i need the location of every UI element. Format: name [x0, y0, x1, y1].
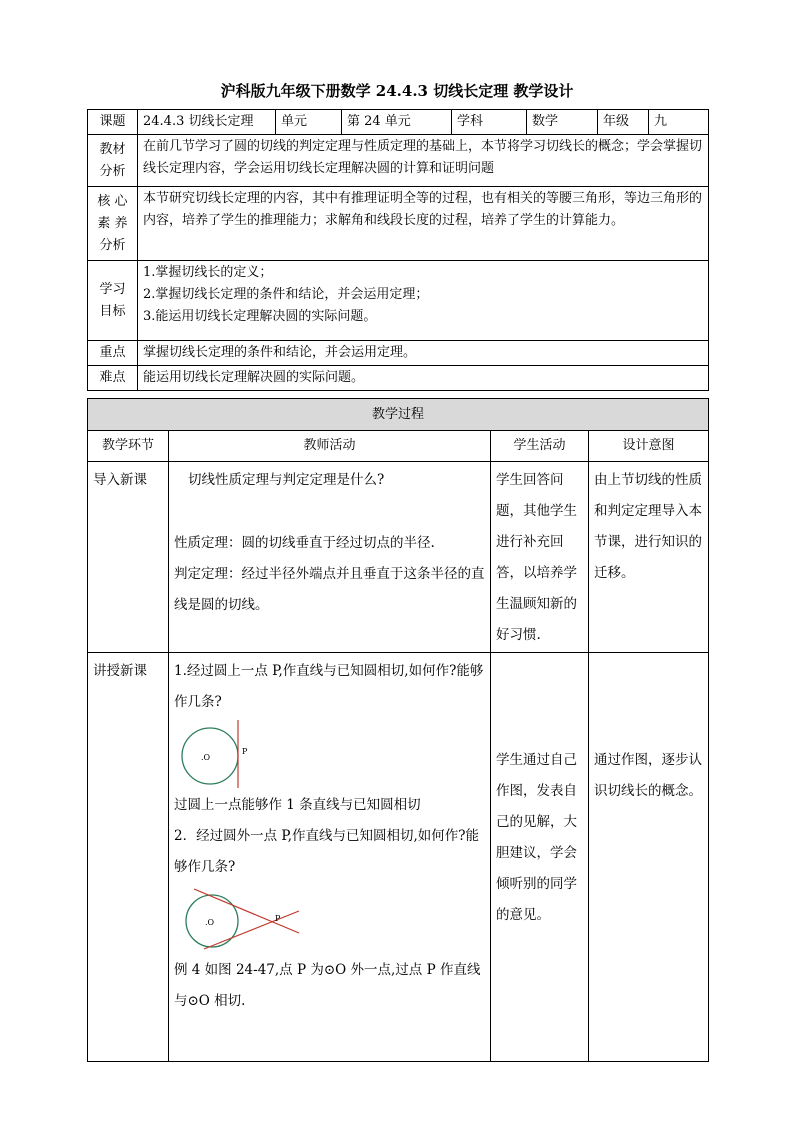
mubiao-label: 学习 目标 [88, 261, 138, 341]
col-header-student: 学生活动 [491, 431, 589, 462]
topic-label: 课题 [88, 110, 138, 135]
info-row-zhongdian [88, 341, 709, 366]
process-header-row [88, 399, 709, 431]
info-row-nandian [88, 366, 709, 391]
grade-value: 九 [649, 110, 709, 135]
col-header-stage: 教学环节 [88, 431, 169, 462]
process-col-header-row [88, 431, 709, 462]
question-1: 1.经过圆上一点 P,作直线与已知圆相切,如何作?能够作几条? [174, 663, 484, 710]
process-row-intro [88, 462, 709, 653]
grade-label: 年级 [598, 110, 649, 135]
point-label: P [242, 747, 248, 756]
info-row-mubiao [88, 261, 709, 341]
figure-tangent-at-point [174, 718, 264, 790]
intent-new: 通过作图，逐步认识切线长的概念。 [589, 653, 709, 1062]
hexin-text: 本节研究切线长定理的内容，其中有推理证明全等的过程，也有相关的等腰三角形，等边三角形的内容，培养了学生的推理能力；求解角和线段长度的过程，培养了学生的计算能力。 [138, 187, 709, 261]
nandian-text: 能运用切线长定理解决圆的实际问题。 [138, 366, 709, 391]
document-title: 沪科版九年级下册数学 24.4.3 切线长定理 教学设计 [220, 82, 574, 100]
info-row-hexin [88, 187, 709, 261]
subject-value: 数学 [527, 110, 598, 135]
mubiao-list [138, 261, 709, 341]
process-table [87, 398, 709, 1062]
jiaocai-text: 在前几节学习了圆的切线的判定定理与性质定理的基础上，本节将学习切线长的概念；学会掌握切线长定理内容，学会运用切线长定理解决圆的计算和证明问题 [138, 135, 709, 187]
center-label: .O [205, 918, 215, 927]
figure-tangents-from-external-point [174, 883, 314, 955]
student-new: 学生通过自己作图，发表自己的见解，大胆建议，学会倾听别的同学的意见。 [491, 653, 589, 1062]
tangent-line-lower [204, 911, 299, 949]
intent-intro: 由上节切线的性质和判定定理导入本节课，进行知识的迁移。 [589, 462, 709, 653]
col-header-intent: 设计意图 [589, 431, 709, 462]
info-row-jiaocai [88, 135, 709, 187]
example-4: 例 4 如图 24-47,点 P 为⊙O 外一点,过点 P 作直线与⊙O 相切. [174, 962, 481, 1009]
mubiao-item: 2.掌握切线长定理的条件和结论，并会运用定理； [143, 287, 429, 302]
zhongdian-label: 重点 [88, 341, 138, 366]
teacher-intro [169, 462, 491, 653]
stage-new: 讲授新课 [88, 653, 169, 1062]
center-label: .O [201, 753, 211, 762]
col-header-teacher: 教师活动 [169, 431, 491, 462]
nandian-label: 难点 [88, 366, 138, 391]
answer-1: 过圆上一点能够作 1 条直线与已知圆相切 [174, 797, 421, 813]
process-row-new [88, 653, 709, 1062]
mubiao-item: 1.掌握切线长的定义； [143, 265, 273, 280]
intro-criterion-theorem: 判定定理：经过半径外端点并且垂直于这条半径的直线是圆的切线。 [174, 566, 485, 613]
topic-value: 24.4.3 切线长定理 [138, 110, 276, 135]
stage-intro: 导入新课 [88, 462, 169, 653]
hexin-label: 核 心 素 养 分析 [88, 187, 138, 261]
info-row-topic [88, 110, 709, 135]
question-2: 2．经过圆外一点 P,作直线与已知圆相切,如何作?能够作几条? [174, 828, 480, 875]
intro-question: 切线性质定理与判定定理是什么? [188, 472, 385, 488]
jiaocai-label: 教材 分析 [88, 135, 138, 187]
subject-label: 学科 [452, 110, 527, 135]
student-intro: 学生回答问题，其他学生进行补充回答，以培养学生温顾知新的好习惯. [491, 462, 589, 653]
info-table [87, 109, 709, 391]
point-label: P [275, 914, 281, 923]
zhongdian-text: 掌握切线长定理的条件和结论，并会运用定理。 [138, 341, 709, 366]
teacher-new [169, 653, 491, 1062]
process-header: 教学过程 [88, 399, 709, 431]
mubiao-item: 3.能运用切线长定理解决圆的实际问题。 [143, 309, 377, 324]
intro-property-theorem: 性质定理：圆的切线垂直于经过切点的半径. [174, 535, 435, 551]
unit-value: 第 24 单元 [342, 110, 452, 135]
unit-label: 单元 [276, 110, 342, 135]
